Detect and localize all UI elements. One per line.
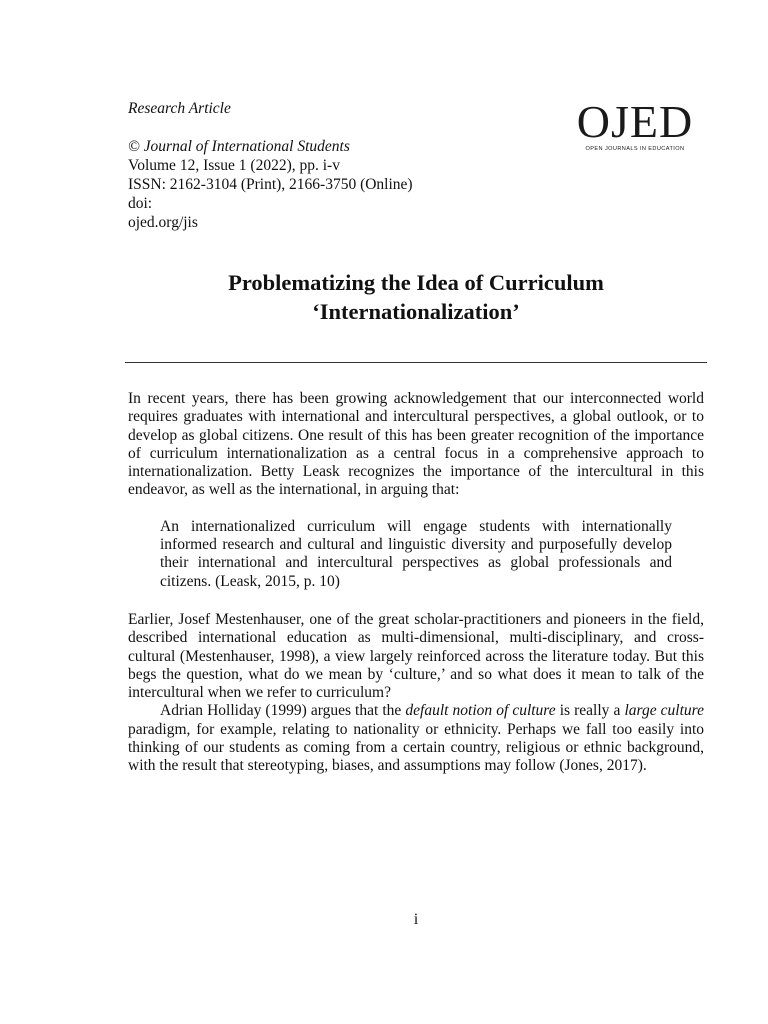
ojed-logo (570, 96, 700, 158)
paragraph-3-part-1: Adrian Holliday (1999) argues that the (160, 702, 406, 720)
article-header (128, 99, 548, 232)
block-quote-wrapper (128, 518, 704, 591)
title-divider (125, 362, 707, 363)
article-type: Research Article (128, 100, 231, 117)
article-title (128, 268, 704, 326)
paragraph-3-part-3: paradigm, for example, relating to nationality or ethnicity. Perhaps we fall too easily into thinking of our students as coming from a certain country, religious or ethnic background, with the result that stereotyping, biases, and assumptions may follow (Jones, 2017). (128, 720, 704, 775)
issn-info: ISSN: 2162-3104 (Print), 2166-3750 (Online) (128, 176, 413, 193)
journal-name: © Journal of International Students (128, 138, 350, 155)
logo-wordmark: OJED (576, 96, 694, 147)
website-link[interactable]: ojed.org/jis (128, 214, 198, 231)
article-body (128, 390, 704, 776)
page-number: i (413, 911, 419, 928)
paragraph-2: Earlier, Josef Mestenhauser, one of the great scholar-practitioners and pioneers in the field, described international education as multi-dimensional, multi-disciplinary, and cross-cultural (Mestenhauser, 1998), a view largely reinforced across the literature today. But this begs the question, what do we mean by ‘culture,’ and so what does it mean to talk of the intercultural when we refer to curriculum? (128, 610, 704, 702)
paragraph-3-italic-1: default notion of culture (405, 702, 556, 720)
title-line-1: Problematizing the Idea of Curriculum (228, 270, 604, 295)
doi-info: doi: (128, 195, 153, 212)
volume-info: Volume 12, Issue 1 (2022), pp. i-v (128, 157, 340, 174)
header-spacer (128, 118, 548, 137)
paragraph-1: In recent years, there has been growing acknowledgement that our interconnected world requires graduates with international and intercultural perspectives, a global outlook, or to develop as global citizens. One result of this has been greater recognition of the importance of curriculum internationalization as a central focus in a comprehensive approach to internationalization. Betty Leask recognizes the importance of the intercultural in this endeavor, as well as the international, in arguing that: (128, 390, 704, 499)
logo-tagline: OPEN JOURNALS IN EDUCATION (585, 146, 685, 152)
paragraph-3-italic-2: large culture (624, 702, 704, 720)
paragraph-3-part-2: is really a (555, 702, 625, 720)
paragraph-3 (128, 702, 704, 775)
block-quote: An internationalized curriculum will engage students with internationally informed research and cultural and linguistic diversity and purposefully develop their international and intercultural perspectives as global professionals and citizens. (Leask, 2015, p. 10) (160, 517, 672, 590)
title-line-2: ‘Internationalization’ (312, 299, 520, 324)
